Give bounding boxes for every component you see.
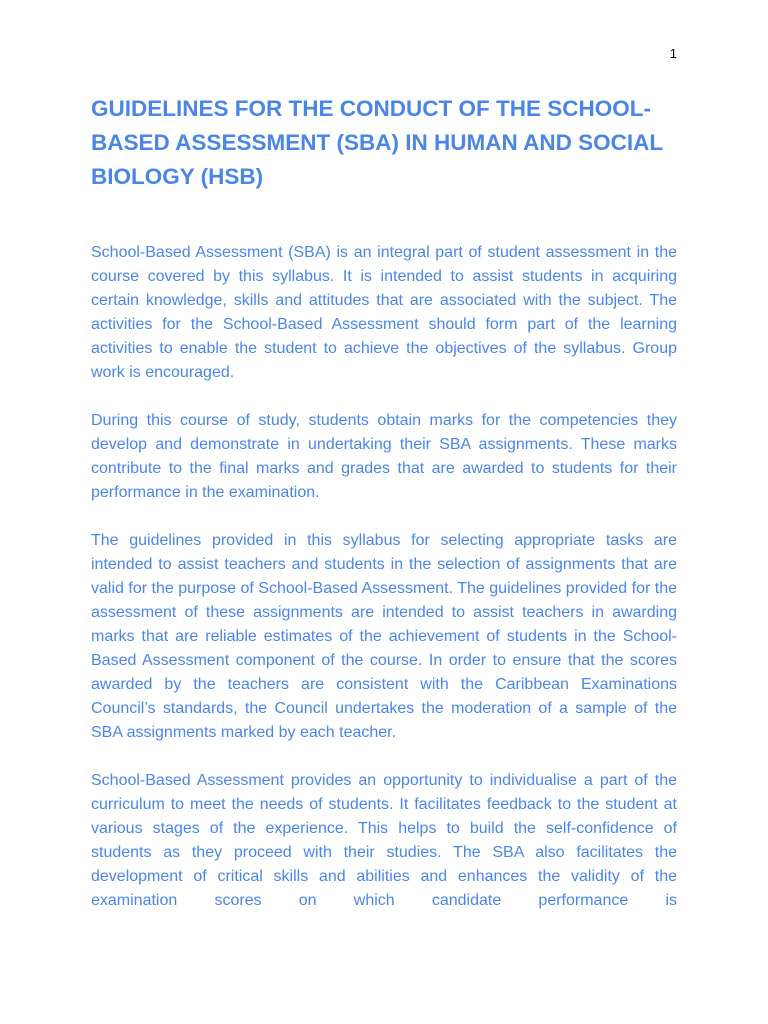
document-title: GUIDELINES FOR THE CONDUCT OF THE SCHOOL-BASED ASSESSMENT (SBA) IN HUMAN AND SOCIAL BIOLOGY (HSB) bbox=[91, 96, 663, 189]
paragraph-guidelines: The guidelines provided in this syllabus for selecting appropriate tasks are intended to assist teachers and students in the selection of assignments that are valid for the purpose of School-Based Assessment. The guidelines provided for the assessment of these assignments are intended to assist teachers in awarding marks that are reliable estimates of the achievement of students in the School-Based Assessment component of the course. In order to ensure that the scores awarded by the teachers are consistent with the Caribbean Examinations Council’s standards, the Council undertakes the moderation of a sample of the SBA assignments marked by each teacher. bbox=[91, 532, 677, 741]
page-number: 1 bbox=[669, 46, 677, 61]
paragraph-marks: During this course of study, students obtain marks for the competencies they develop and demonstrate in undertaking their SBA assignments. These marks contribute to the final marks and grades that are awarded to students for their performance in the examination. bbox=[91, 412, 677, 501]
document-body bbox=[91, 92, 677, 913]
paragraph-opportunity: School-Based Assessment provides an opportunity to individualise a part of the curriculum to meet the needs of students. It facilitates feedback to the student at various stages of the experience. This helps to build the self-confidence of students as they proceed with their studies. The SBA also facilitates the development of critical skills and abilities and enhances the validity of the examination scores on which candidate performance is bbox=[91, 772, 677, 909]
paragraph-sba-definition: School-Based Assessment (SBA) is an integral part of student assessment in the course covered by this syllabus. It is intended to assist students in acquiring certain knowledge, skills and attitudes that are associated with the subject. The activities for the School-Based Assessment should form part of the learning activities to enable the student to achieve the objectives of the syllabus. Group work is encouraged. bbox=[91, 244, 677, 381]
